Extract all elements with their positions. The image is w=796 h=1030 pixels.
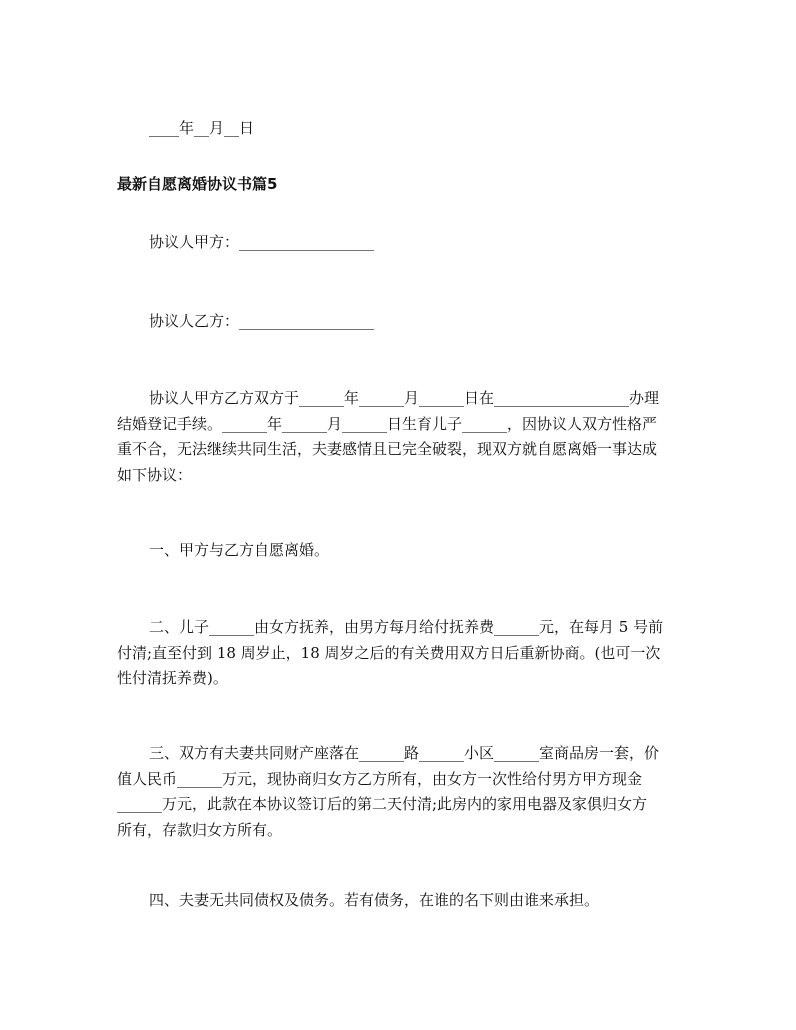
clause-2-paragraph — [117, 615, 687, 692]
clause-1: 一、甲方与乙方自愿离婚。 — [149, 541, 330, 559]
intro-line: 协议人甲方乙方双方于______年______月______日在__________________办理 — [149, 389, 660, 407]
section-title: 最新自愿离婚协议书篇5 — [117, 175, 278, 193]
clause-2-line: 二、儿子______由女方抚养，由男方每月给付抚养费______元，在每月 5 号前 — [149, 618, 664, 636]
clause-3-line: 三、双方有夫妻共同财产座落在______路______小区______室商品房一套，价 — [149, 744, 660, 762]
clause-3-paragraph — [117, 741, 687, 843]
intro-line: 如下协议： — [117, 465, 193, 484]
intro-line: 重不合，无法继续共同生活，夫妻感情且已完全破裂，现双方就自愿离婚一事达成 — [117, 440, 658, 458]
clause-3-line: ______万元，此款在本协议签订后的第二天付清;此房内的家用电器及家俱归女方 — [117, 795, 648, 813]
clause-3-line: 值人民币______万元，现协商归女方乙方所有，由女方一次性给付男方甲方现金 — [117, 769, 643, 788]
intro-paragraph — [117, 386, 687, 488]
date-line: ____年__月__日 — [149, 119, 255, 137]
clause-4: 四、夫妻无共同债权及债务。若有债务，在谁的名下则由谁来承担。 — [149, 891, 600, 909]
clause-2-line: 付清;直至付到 18 周岁止，18 周岁之后的有关费用双方日后重新协商。(也可一次 — [117, 643, 661, 662]
party-a-line: 协议人甲方：__________________ — [149, 233, 375, 251]
clause-2-line: 性付清抚养费)。 — [117, 669, 228, 687]
party-b-line: 协议人乙方：__________________ — [149, 312, 375, 330]
intro-line: 结婚登记手续。______年______月______日生育儿子______，因协议人双方性格严 — [117, 414, 658, 433]
clause-3-line: 所有，存款归女方所有。 — [117, 820, 283, 839]
